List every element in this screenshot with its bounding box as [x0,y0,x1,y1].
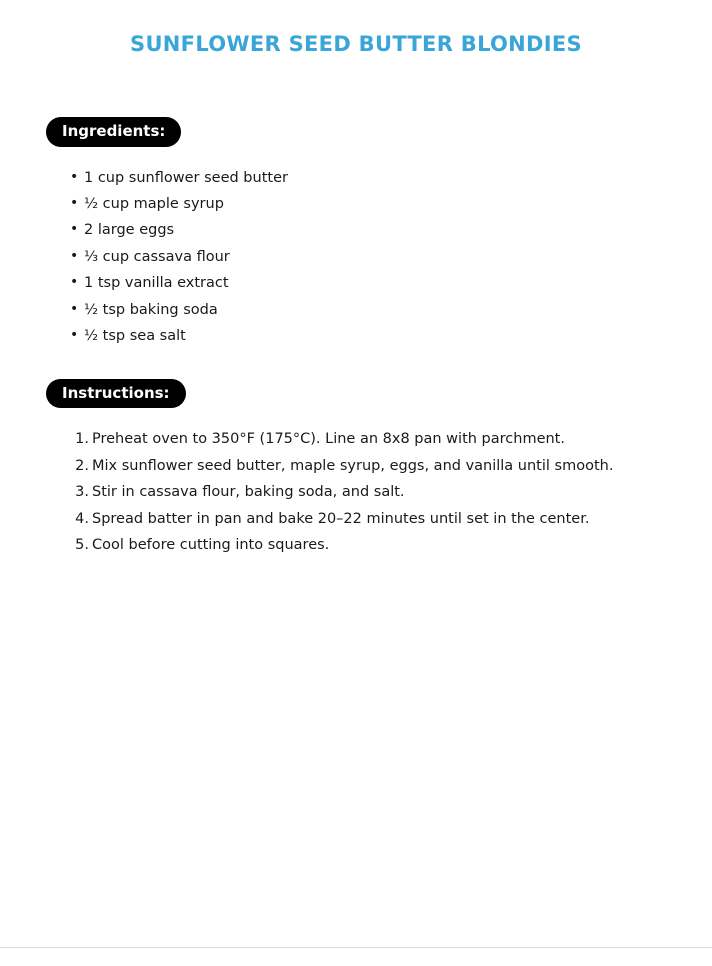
ingredients-section [0,117,712,350]
list-item: • ½ cup maple syrup [84,191,666,217]
footer-divider [0,947,712,948]
list-item: Mix sunflower seed butter, maple syrup, eggs, and vanilla until smooth. [92,457,614,474]
ingredients-list [46,165,666,350]
list-item: • ⅓ cup cassava flour [84,244,666,270]
list-item: • 1 tsp vanilla extract [84,270,666,296]
instructions-list [46,426,666,558]
instructions-section [0,379,712,559]
list-item: • 1 cup sunflower seed butter [84,165,666,191]
ingredients-heading: Ingredients: [46,117,181,147]
list-item: Stir in cassava flour, baking soda, and salt. [92,484,405,501]
list-item: Cool before cutting into squares. [92,537,330,554]
list-item: Preheat oven to 350°F (175°C). Line an 8x8 pan with parchment. [92,431,565,448]
list-item: • ½ tsp sea salt [84,323,666,349]
list-item: Spread batter in pan and bake 20–22 minutes until set in the center. [92,510,590,527]
list-item: • 2 large eggs [84,217,666,243]
page-title: SUNFLOWER SEED BUTTER BLONDIES [130,32,582,56]
list-item: • ½ tsp baking soda [84,297,666,323]
instructions-heading: Instructions: [46,379,186,409]
